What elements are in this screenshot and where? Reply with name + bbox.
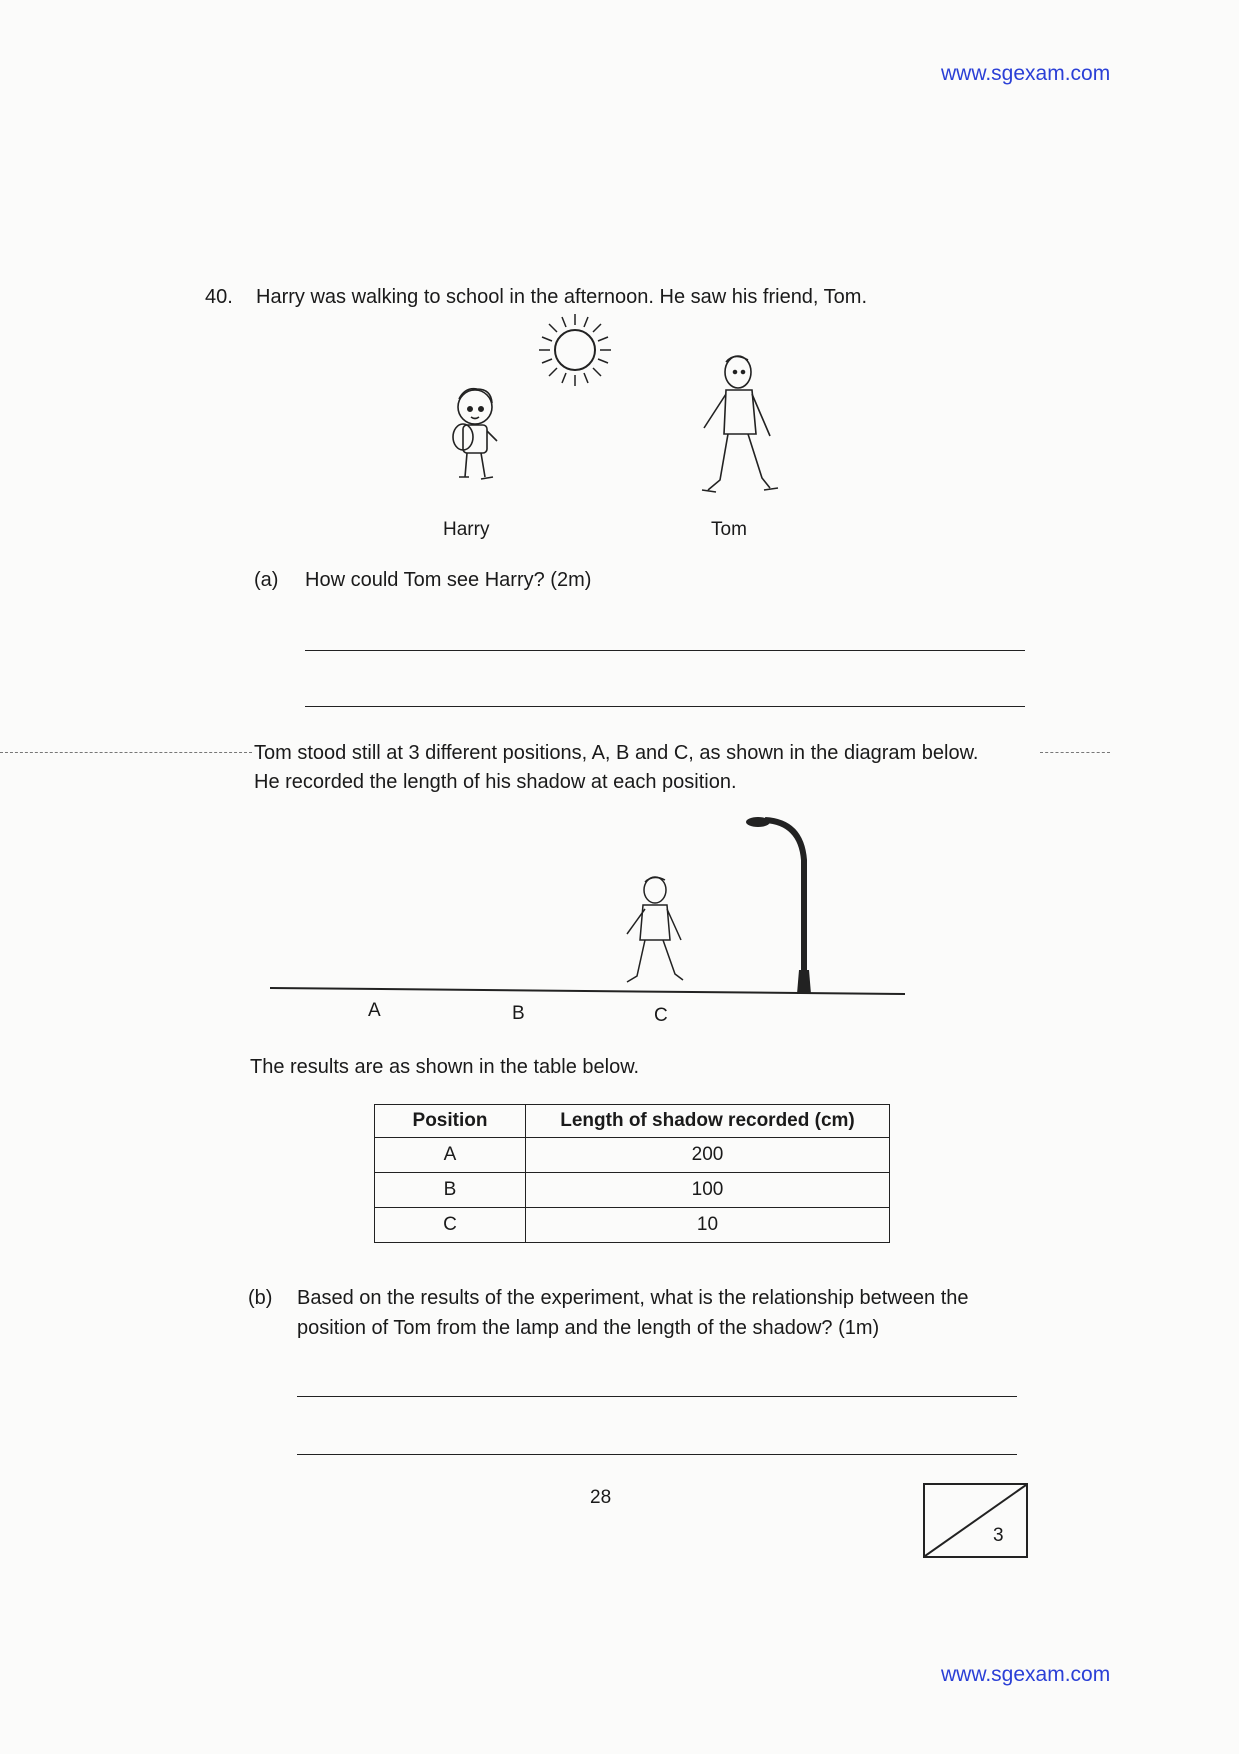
cell-length: 200 bbox=[526, 1138, 890, 1173]
cell-length: 10 bbox=[526, 1208, 890, 1243]
cell-position: C bbox=[375, 1208, 526, 1243]
table-row bbox=[375, 1138, 890, 1173]
page-number: 28 bbox=[590, 1487, 612, 1508]
table-row bbox=[375, 1208, 890, 1243]
question-intro: Harry was walking to school in the afternoon. He saw his friend, Tom. bbox=[256, 286, 868, 308]
results-table bbox=[374, 1104, 890, 1243]
header-length: Length of shadow recorded (cm) bbox=[526, 1105, 890, 1138]
cell-position: B bbox=[375, 1173, 526, 1208]
setup-line-1: Tom stood still at 3 different positions, A, B and C, as shown in the diagram below. bbox=[254, 742, 979, 764]
cell-length: 100 bbox=[526, 1173, 890, 1208]
lamp-diagram bbox=[265, 810, 915, 1005]
answer-line-b2[interactable] bbox=[297, 1454, 1017, 1455]
lamp-post bbox=[746, 817, 811, 994]
answer-line-a1[interactable] bbox=[305, 650, 1025, 651]
marks-diagonal bbox=[925, 1485, 1026, 1556]
table-row bbox=[375, 1173, 890, 1208]
separator-dashes-left bbox=[0, 752, 252, 753]
total-marks: 3 bbox=[993, 1525, 1004, 1546]
setup-line-2: He recorded the length of his shadow at each position. bbox=[254, 771, 737, 793]
tom-label: Tom bbox=[711, 519, 747, 540]
part-b-question-line-1: Based on the results of the experiment, what is the relationship between the bbox=[297, 1287, 969, 1309]
marks-box bbox=[923, 1483, 1028, 1558]
answer-line-a2[interactable] bbox=[305, 706, 1025, 707]
footer-site-link[interactable]: www.sgexam.com bbox=[941, 1663, 1111, 1686]
harry-label: Harry bbox=[443, 519, 490, 540]
part-a-label: (a) bbox=[254, 569, 279, 591]
results-intro: The results are as shown in the table below. bbox=[250, 1056, 640, 1078]
table-header-row bbox=[375, 1105, 890, 1138]
answer-line-b1[interactable] bbox=[297, 1396, 1017, 1397]
position-label-b: B bbox=[512, 1003, 525, 1024]
tom-illustration bbox=[690, 350, 800, 510]
harry-illustration bbox=[445, 385, 505, 505]
tom-figure-diagram bbox=[627, 877, 683, 982]
part-b-question-line-2: position of Tom from the lamp and the length of the shadow? (1m) bbox=[297, 1317, 880, 1339]
question-number: 40. bbox=[205, 286, 233, 308]
separator-dashes-right bbox=[1040, 752, 1110, 753]
part-b-label: (b) bbox=[248, 1287, 273, 1309]
cell-position: A bbox=[375, 1138, 526, 1173]
position-label-c: C bbox=[654, 1005, 668, 1026]
sun-icon bbox=[535, 310, 615, 390]
part-a-question: How could Tom see Harry? (2m) bbox=[305, 569, 592, 591]
position-label-a: A bbox=[368, 1000, 381, 1021]
header-site-link[interactable]: www.sgexam.com bbox=[941, 62, 1111, 85]
header-position: Position bbox=[375, 1105, 526, 1138]
